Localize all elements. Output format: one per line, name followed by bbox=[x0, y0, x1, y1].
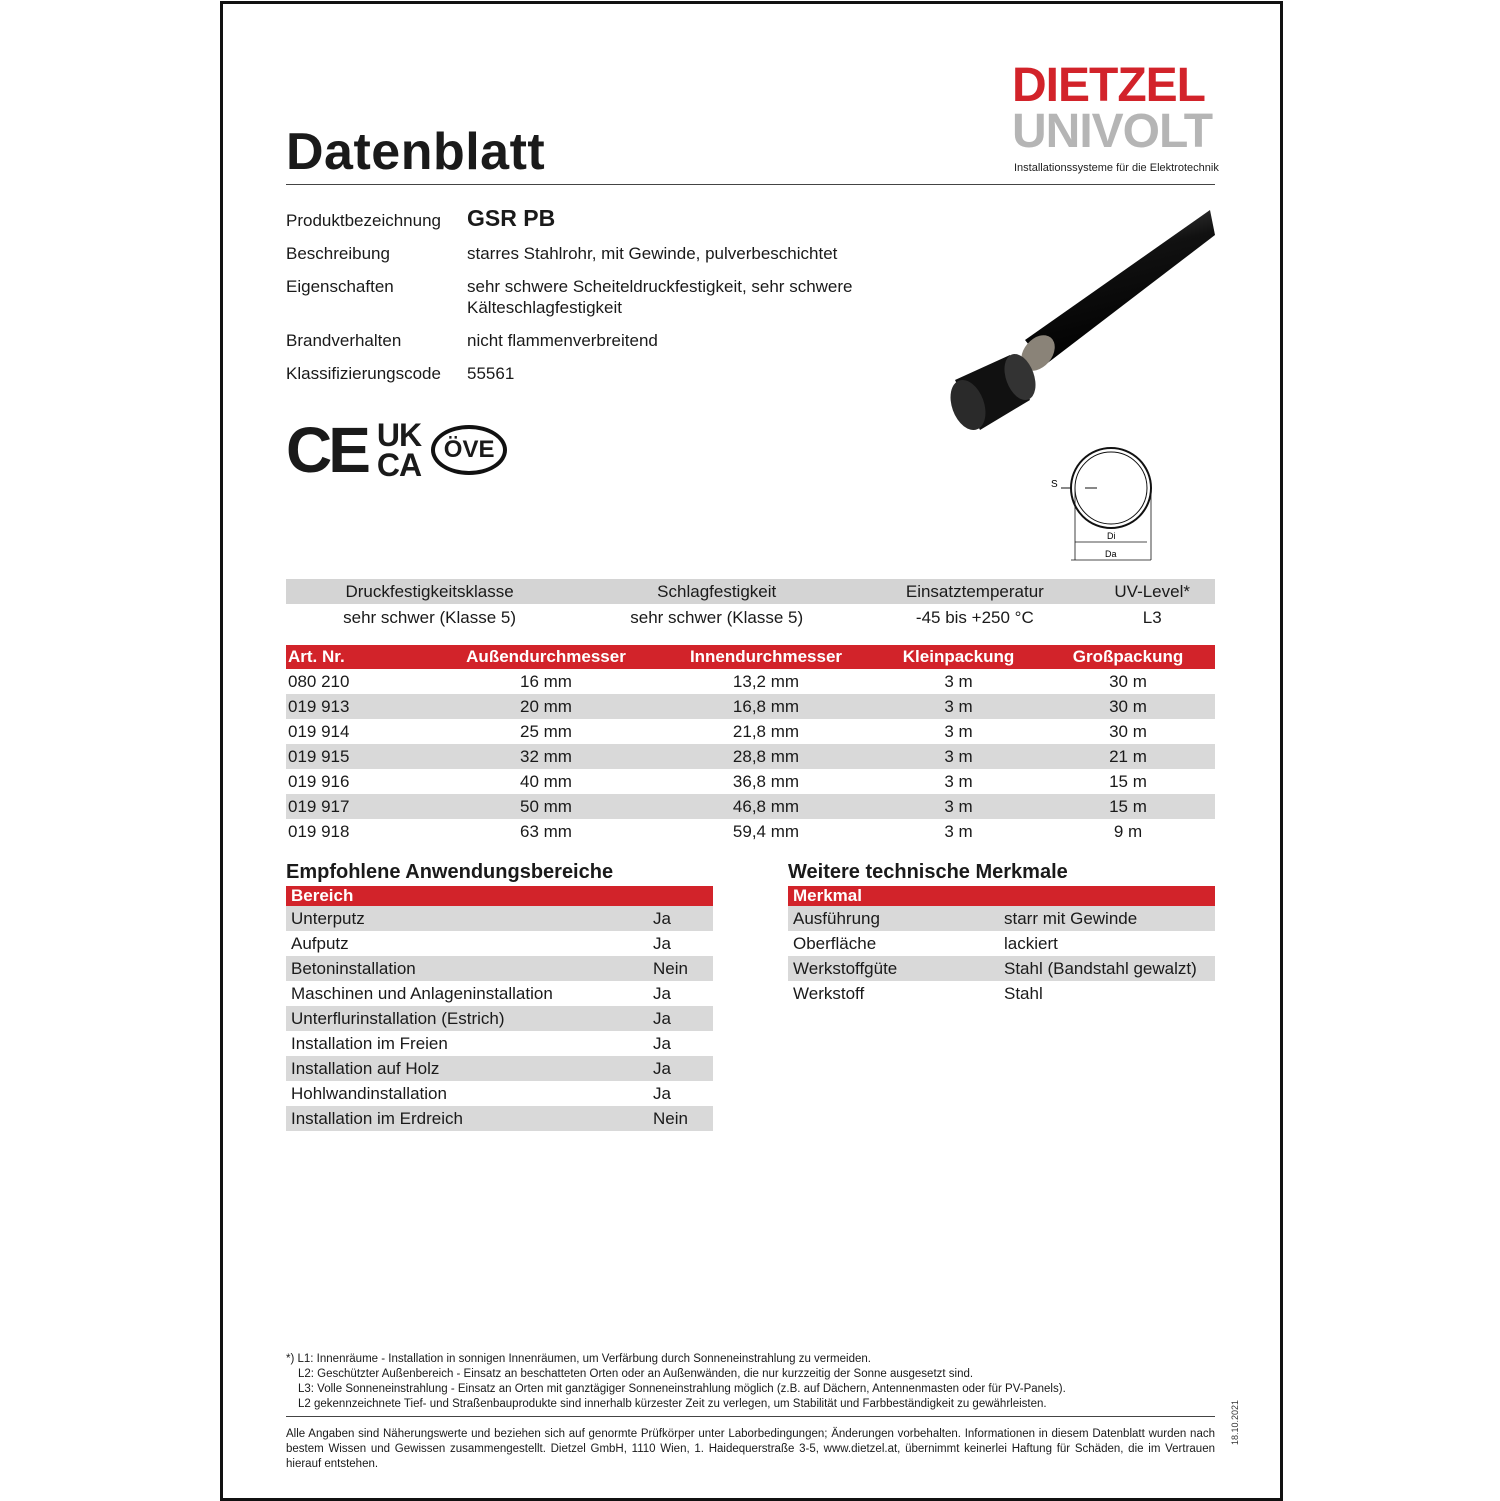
label-da: Da bbox=[1105, 549, 1117, 559]
usage-title: Empfohlene Anwendungsbereiche bbox=[286, 861, 614, 883]
feature-row bbox=[788, 931, 1215, 956]
article-cell: 30 m bbox=[1109, 721, 1147, 741]
footer-divider bbox=[286, 1416, 1215, 1417]
article-cell: 30 m bbox=[1109, 671, 1147, 691]
spec-header: UV-Level* bbox=[1089, 579, 1215, 604]
article-cell: 46,8 mm bbox=[656, 794, 876, 819]
article-cell: 3 m bbox=[944, 721, 973, 741]
document-date: 18.10.2021 bbox=[1230, 1399, 1240, 1445]
certification-marks bbox=[286, 414, 507, 486]
features-header-row bbox=[788, 886, 1215, 906]
info-value: 55561 bbox=[467, 364, 515, 383]
spec-value: sehr schwer (Klasse 5) bbox=[630, 607, 804, 627]
features-header: Merkmal bbox=[788, 886, 1215, 906]
logo-tagline: Installationssysteme für die Elektrotechnik bbox=[1014, 162, 1219, 174]
feature-cell: starr mit Gewinde bbox=[999, 906, 1215, 931]
article-cell: 019 916 bbox=[288, 771, 350, 791]
usage-cell: Ja bbox=[653, 1033, 671, 1053]
product-info bbox=[286, 205, 906, 396]
article-cell: 36,8 mm bbox=[732, 771, 800, 791]
usage-cell: Nein bbox=[648, 1106, 713, 1131]
feature-row bbox=[788, 981, 1215, 1006]
usage-header-row bbox=[286, 886, 713, 906]
article-cell: 30 m bbox=[1041, 694, 1215, 719]
logo-dietzel: DIETZEL bbox=[1012, 59, 1205, 112]
article-cell: 20 mm bbox=[436, 694, 656, 719]
usage-row bbox=[286, 1081, 713, 1106]
usage-row bbox=[286, 1106, 713, 1131]
article-row bbox=[286, 794, 1215, 819]
spec-value-row bbox=[286, 604, 1215, 631]
usage-cell: Betoninstallation bbox=[286, 956, 648, 981]
header-divider bbox=[286, 184, 1215, 185]
label-di: Di bbox=[1107, 531, 1116, 541]
disclaimer: Alle Angaben sind Näherungswerte und beziehen sich auf genormte Prüfkörper unter Laborbedingungen; Änderungen vorbehalten. Informationen in diesem Datenblatt wurden nach bestem Wissen und Gewissen zusammengestellt. Dietzel GmbH, 1110 Wien, 1. Haidequerstraße 3-5, www.dietzel.at, übernimmt keinerlei Haftung für Schäden, die im Vertrauen hierauf entstehen. bbox=[286, 1428, 1215, 1470]
article-cell: 3 m bbox=[876, 744, 1041, 769]
article-cell: 40 mm bbox=[520, 771, 572, 791]
article-cell: 3 m bbox=[944, 771, 973, 791]
article-cell: 28,8 mm bbox=[656, 744, 876, 769]
usage-table bbox=[286, 886, 713, 1131]
usage-row bbox=[286, 906, 713, 931]
feature-cell: Oberfläche bbox=[793, 933, 877, 953]
article-cell: 15 m bbox=[1109, 771, 1147, 791]
article-cell: 019 914 bbox=[288, 721, 350, 741]
article-cell: 3 m bbox=[944, 671, 973, 691]
usage-header: Bereich bbox=[286, 886, 713, 906]
article-cell: 63 mm bbox=[520, 821, 572, 841]
usage-cell: Unterputz bbox=[286, 906, 648, 931]
article-cell: 25 mm bbox=[520, 721, 572, 741]
label-s: S bbox=[1051, 479, 1058, 490]
article-cell: 3 m bbox=[876, 794, 1041, 819]
article-header: Kleinpackung bbox=[876, 645, 1041, 669]
logo-univolt: UNIVOLT bbox=[1012, 105, 1213, 158]
product-name: GSR PB bbox=[467, 205, 556, 231]
article-row bbox=[286, 719, 1215, 744]
feature-cell: Stahl (Bandstahl gewalzt) bbox=[999, 956, 1215, 981]
info-label: Klassifizierungscode bbox=[286, 364, 441, 383]
usage-cell: Maschinen und Anlageninstallation bbox=[291, 983, 553, 1003]
article-cell: 16 mm bbox=[520, 671, 572, 691]
usage-cell: Installation im Erdreich bbox=[286, 1106, 648, 1131]
spec-header: Einsatztemperatur bbox=[860, 579, 1089, 604]
footnote: L2 gekennzeichnete Tief- und Straßenbauprodukte sind innerhalb kürzester Zeit zu verlegen, um Stabilität und Farbbeständigkeit zu gewährleisten. bbox=[298, 1398, 1047, 1410]
article-cell: 9 m bbox=[1113, 821, 1143, 841]
feature-cell: lackiert bbox=[1004, 933, 1058, 953]
usage-cell: Ja bbox=[648, 1006, 713, 1031]
article-cell: 16,8 mm bbox=[656, 694, 876, 719]
feature-cell: Werkstoff bbox=[793, 983, 865, 1003]
usage-row bbox=[286, 1056, 713, 1081]
article-cell: 15 m bbox=[1041, 794, 1215, 819]
article-cell: 019 917 bbox=[286, 794, 436, 819]
article-cell: 3 m bbox=[876, 694, 1041, 719]
article-cell: 32 mm bbox=[436, 744, 656, 769]
article-header: Großpackung bbox=[1041, 645, 1215, 669]
feature-cell: Ausführung bbox=[788, 906, 999, 931]
spec-value: sehr schwer (Klasse 5) bbox=[343, 607, 517, 627]
article-header-row bbox=[286, 645, 1215, 669]
article-row bbox=[286, 769, 1215, 794]
article-cell: 3 m bbox=[944, 821, 973, 841]
article-cell: 019 913 bbox=[286, 694, 436, 719]
usage-row bbox=[286, 1031, 713, 1056]
features-title: Weitere technische Merkmale bbox=[788, 861, 1068, 883]
article-row bbox=[286, 819, 1215, 844]
article-table bbox=[286, 645, 1215, 844]
spec-table bbox=[286, 579, 1215, 631]
usage-cell: Installation im Freien bbox=[291, 1033, 448, 1053]
spec-header: Druckfestigkeitsklasse bbox=[286, 579, 573, 604]
article-cell: 019 915 bbox=[286, 744, 436, 769]
ukca-ca: CA bbox=[376, 447, 422, 483]
ove-mark: ÖVE bbox=[431, 425, 507, 475]
spec-header-row bbox=[286, 579, 1215, 604]
cross-section-diagram bbox=[1045, 440, 1165, 565]
usage-cell: Ja bbox=[648, 906, 713, 931]
usage-cell: Unterflurinstallation (Estrich) bbox=[286, 1006, 648, 1031]
article-cell: 21 m bbox=[1041, 744, 1215, 769]
article-cell: 019 918 bbox=[288, 821, 350, 841]
spec-header: Schlagfestigkeit bbox=[573, 579, 860, 604]
usage-row bbox=[286, 1006, 713, 1031]
info-label: Brandverhalten bbox=[286, 331, 402, 350]
article-row bbox=[286, 744, 1215, 769]
usage-cell: Ja bbox=[653, 983, 671, 1003]
article-row bbox=[286, 669, 1215, 694]
ukca-mark bbox=[376, 417, 422, 483]
article-row bbox=[286, 694, 1215, 719]
pipe-image bbox=[940, 205, 1220, 435]
usage-cell: Ja bbox=[653, 1083, 671, 1103]
ukca-uk: UK bbox=[376, 417, 422, 453]
usage-cell: Aufputz bbox=[291, 933, 349, 953]
article-cell: 59,4 mm bbox=[732, 821, 800, 841]
footnote: *) L1: Innenräume - Installation in sonnigen Innenräumen, um Verfärbung durch Sonneneinstrahlung zu vermeiden. bbox=[286, 1353, 871, 1365]
feature-row bbox=[788, 906, 1215, 931]
usage-cell: Ja bbox=[648, 1056, 713, 1081]
feature-cell: Werkstoffgüte bbox=[788, 956, 999, 981]
article-header: Außendurchmesser bbox=[436, 645, 656, 669]
usage-cell: Hohlwandinstallation bbox=[291, 1083, 447, 1103]
footnotes bbox=[286, 1352, 1226, 1412]
footnote: L3: Volle Sonneneinstrahlung - Einsatz an Orten mit ganztägiger Sonneneinstrahlung möglich (z.B. auf Dächern, Antennenmasten oder für PV-Panels). bbox=[298, 1383, 1066, 1395]
article-header: Art. Nr. bbox=[286, 645, 436, 669]
features-table bbox=[788, 886, 1215, 1006]
info-value: starres Stahlrohr, mit Gewinde, pulverbeschichtet bbox=[467, 244, 838, 263]
feature-cell: Stahl bbox=[1004, 983, 1043, 1003]
ce-mark: CE bbox=[286, 414, 367, 486]
usage-row bbox=[286, 956, 713, 981]
article-cell: 50 mm bbox=[436, 794, 656, 819]
article-cell: 21,8 mm bbox=[732, 721, 800, 741]
usage-cell: Installation auf Holz bbox=[286, 1056, 648, 1081]
info-label: Eigenschaften bbox=[286, 277, 394, 296]
article-header: Innendurchmesser bbox=[656, 645, 876, 669]
spec-value: -45 bis +250 °C bbox=[915, 607, 1034, 627]
usage-row bbox=[286, 931, 713, 956]
info-label: Beschreibung bbox=[286, 244, 390, 263]
footnote: L2: Geschützter Außenbereich - Einsatz an beschatteten Orten oder an Außenwänden, die nur kurzzeitig der Sonne ausgesetzt sind. bbox=[298, 1368, 974, 1380]
usage-row bbox=[286, 981, 713, 1006]
info-value: sehr schwere Scheiteldruckfestigkeit, sehr schwere Kälteschlagfestigkeit bbox=[467, 277, 853, 317]
page-title: Datenblatt bbox=[286, 123, 546, 181]
article-cell: 13,2 mm bbox=[732, 671, 800, 691]
usage-cell: Nein bbox=[648, 956, 713, 981]
spec-value: L3 bbox=[1142, 607, 1162, 627]
article-cell: 080 210 bbox=[288, 671, 350, 691]
info-label: Produktbezeichnung bbox=[286, 211, 442, 230]
info-value: nicht flammenverbreitend bbox=[467, 331, 658, 350]
feature-row bbox=[788, 956, 1215, 981]
usage-cell: Ja bbox=[653, 933, 671, 953]
